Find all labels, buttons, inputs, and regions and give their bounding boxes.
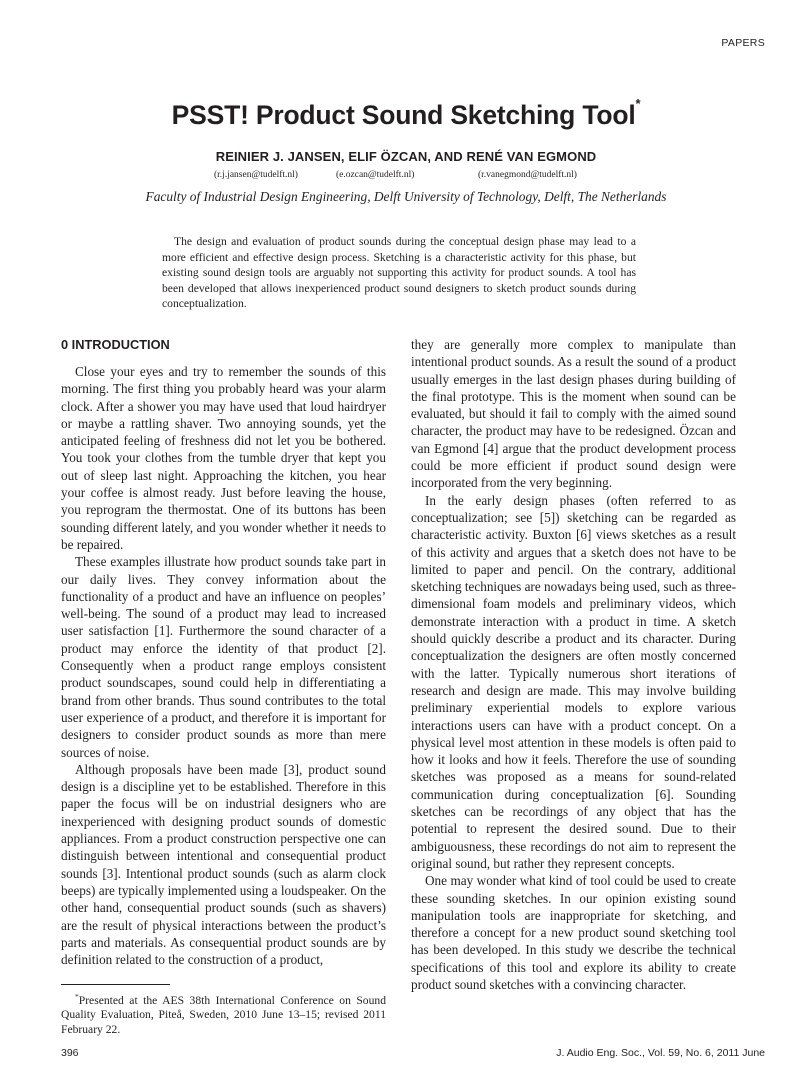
paragraph: Although proposals have been made [3], product sound design is a discipline yet to be established. Therefore in this paper the focus will be on industrial designers who are inexperienced with designing product sounds of domestic appliances. From a product construction perspective one can distinguish between intentional and consequential product sounds [3]. Intentional product sounds (such as alarm clock beeps) are typically implemented using a loudspeaker. On the other hand, consequential product sounds (such as shavers) are the result of physical interactions between the product’s parts and materials. As consequential product sounds are by definition related to the construction of a product, <box>61 761 386 968</box>
paragraph: One may wonder what kind of tool could be used to create these sounding sketches. In our opinion existing sound manipulation tools are inappropriate for sketching, and therefore a concept for a new product sound sketching tool has been developed. In this study we describe the technical specifications of this tool and explore its ability to create product sound sketches with a convincing character. <box>411 873 736 992</box>
footnote-marker: * <box>75 992 79 1001</box>
left-column <box>61 336 386 968</box>
running-head: PAPERS <box>721 37 765 49</box>
abstract: The design and evaluation of product sounds during the conceptual design phase may lead to a more efficient and effective design process. Sketching is a characteristic activity for this phase, but existing sound design tools are arguably not supporting this activity for product sounds. A tool has been developed that allows inexperienced product sound designers to sketch product sounds during conceptualization. <box>162 235 636 310</box>
paragraph: These examples illustrate how product sounds take part in our daily lives. They convey information about the functionality of a product and have an influence on peoples’ well-being. The sound of a product may lead to increased user satisfaction [1]. Furthermore the sound character of a product may enforce the identity of that product [2]. Consequently when a product range employs consistent product soundscapes, sound could help in differentiating a brand from other brands. Thus sound contributes to the total user experience of a product, and therefore it is important for designers to consider product sounds as more than mere sources of noise. <box>61 554 386 760</box>
author-list: REINIER J. JANSEN, ELIF ÖZCAN, AND RENÉ VAN EGMOND <box>215 149 597 164</box>
paper-title <box>0 96 812 131</box>
footnote-text: Presented at the AES 38th International Conference on Sound Quality Evaluation, Piteå, Sweden, 2010 June 13–15; revised 2011 February 22. <box>61 993 386 1037</box>
paragraph: In the early design phases (often referred to as conceptualization; see [5]) sketching can be regarded as characteristic activity. Buxton [6] views sketches as a result of this activity and argues that a sketch does not have to be limited to paper and pencil. On the contrary, additional sketching techniques are nowadays being used, such as three-dimensional foam models and preliminary videos, which demonstrate interaction with a product in time. A sketch should quickly describe a product and its character. During conceptualization the designers are often mostly concerned with the latter. Typically numerous short iterations of research and design are made. This may involve building preliminary experiential models to explore various interactions users can have with a product concept. On a physical level most attention in these models is often paid to how it looks and how it feels. Therefore the use of sounding sketches was proposed as a means for sound-related communication during conceptualization [6]. Sounding sketches can be recordings of any object that has the potential to represent the desired sound. Due to their ambiguousness, these recordings do not aim to represent the original sound, but rather they represent concepts. <box>411 492 736 871</box>
footnote-rule <box>61 984 170 985</box>
paragraph: Close your eyes and try to remember the sounds of this morning. The first thing you probably heard was your alarm clock. After a shower you may have used that loud hairdryer or maybe a rattling shaver. Two annoying sounds, yet the anticipated feeling of freshness did not let you be bothered. You took your clothes from the tumble dryer that kept you out of sleep last night. Approaching the kitchen, you hear your coffee is almost ready. Just before leaving the house, you reprogram the thermostat. One of its buttons has been sounding different lately, and you wonder whether it needs to be repaired. <box>61 364 386 552</box>
journal-reference: J. Audio Eng. Soc., Vol. 59, No. 6, 2011 June <box>556 1047 765 1059</box>
paragraph: they are generally more complex to manipulate than intentional product sounds. As a result the sound of a product usually emerges in the last design phases during building of the final prototype. This is the moment when sound can be evaluated, but should it fail to comply with the aimed sound character, the product may have to be redesigned. Özcan and van Egmond [4] argue that the product development process could be more efficient if product sound design were incorporated from the very beginning. <box>411 337 736 491</box>
page-number: 396 <box>61 1047 79 1059</box>
footnote <box>61 990 386 1038</box>
title-footnote-marker: * <box>635 96 641 112</box>
section-heading: 0 INTRODUCTION <box>61 337 170 352</box>
email-vanegmond: (r.vanegmond@tudelft.nl) <box>478 170 577 180</box>
title-text: PSST! Product Sound Sketching Tool <box>171 100 636 130</box>
email-ozcan: (e.ozcan@tudelft.nl) <box>336 170 415 180</box>
right-column <box>411 336 736 993</box>
email-jansen: (r.j.jansen@tudelft.nl) <box>214 170 298 180</box>
affiliation: Faculty of Industrial Design Engineering, Delft University of Technology, Delft, The Netherlands <box>145 189 667 204</box>
